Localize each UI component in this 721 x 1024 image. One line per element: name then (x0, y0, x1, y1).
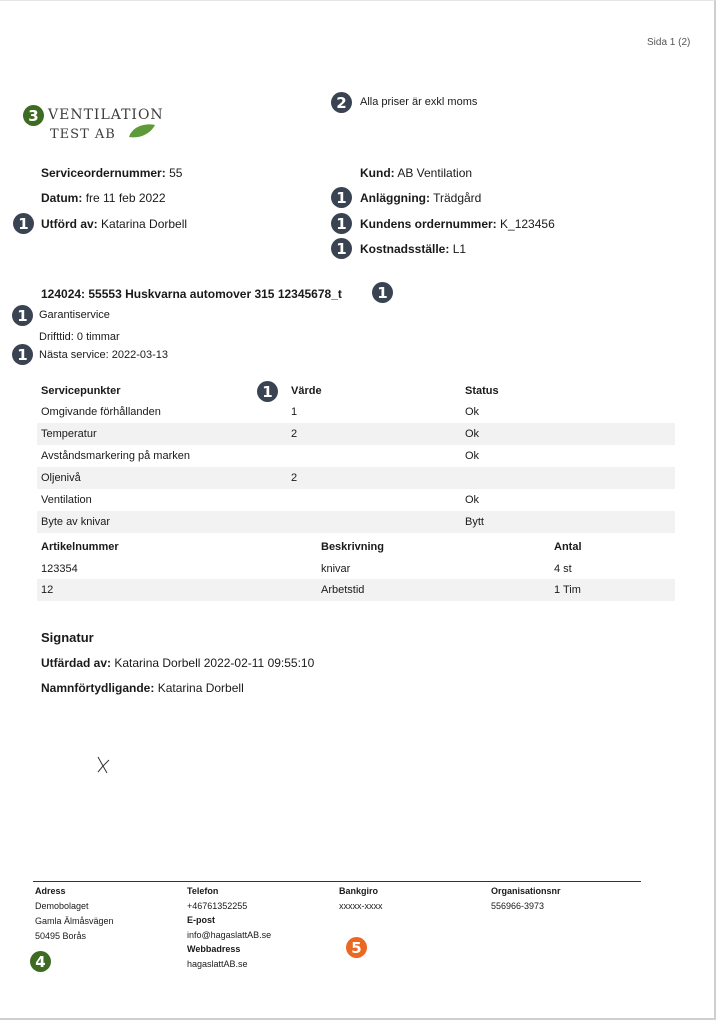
namn-value: Katarina Dorbell (157, 681, 244, 695)
kostnad-label: Kostnadsställe: (360, 242, 450, 256)
datum-row (41, 191, 166, 205)
service-cell-status: Ok (465, 428, 480, 440)
service-cell-punkt: Avståndsmarkering på marken (41, 450, 190, 462)
kund-row (360, 166, 472, 180)
telefon-label: Telefon (187, 886, 219, 896)
marker-3: 3 (23, 105, 44, 126)
article-cell-nummer: 12 (41, 584, 54, 596)
utfardad-row (41, 656, 314, 670)
utford-label: Utförd av: (41, 217, 98, 231)
serviceorder-row (41, 166, 182, 180)
service-header-punkt: Servicepunkter (41, 385, 121, 397)
org-value: 556966-3973 (491, 901, 545, 911)
footer-divider (33, 881, 641, 882)
price-note: Alla priser är exkl moms (360, 96, 478, 108)
namn-row (41, 681, 244, 695)
signature-title: Signatur (41, 630, 94, 645)
utford-value: Katarina Dorbell (101, 217, 188, 231)
epost-label: E-post (187, 915, 215, 925)
marker-2: 2 (331, 92, 352, 113)
anlaggning-label: Anläggning: (360, 191, 430, 205)
adress-line: Demobolaget (35, 901, 89, 911)
marker-1-varde: 1 (257, 381, 278, 402)
marker-5: 5 (346, 937, 367, 958)
row-shade (37, 423, 675, 445)
telefon-value: +46761352255 (187, 901, 248, 911)
serviceorder-value: 55 (169, 166, 183, 180)
webb-label: Webbadress (187, 944, 241, 954)
article-cell-antal: 4 st (554, 563, 572, 575)
marker-1-kostnad: 1 (331, 238, 352, 259)
utfardad-label: Utfärdad av: (41, 656, 112, 670)
service-header-status: Status (465, 385, 499, 397)
logo-line2: TEST AB (50, 127, 116, 142)
datum-value: fre 11 feb 2022 (85, 191, 166, 205)
article-header-beskrivning: Beskrivning (321, 541, 384, 553)
service-cell-punkt: Oljenivå (41, 472, 81, 484)
kundorder-value: K_123456 (500, 217, 555, 231)
marker-1-servicetype: 1 (12, 305, 33, 326)
anlaggning-value: Trädgård (433, 191, 482, 205)
service-cell-status: Ok (465, 494, 480, 506)
anlaggning-row (360, 191, 481, 205)
leaf-icon (127, 123, 157, 139)
utfardad-value: Katarina Dorbell 2022-02-11 09:55:10 (114, 656, 315, 670)
service-cell-status: Ok (465, 406, 480, 418)
service-cell-varde: 1 (291, 406, 298, 418)
signature-scribble (94, 754, 114, 776)
serviceorder-label: Serviceordernummer: (41, 166, 166, 180)
nasta-service: Nästa service: 2022-03-13 (39, 349, 169, 361)
footer-contact (187, 886, 271, 969)
epost-value: info@hagaslattAB.se (187, 930, 272, 940)
article-cell-nummer: 123354 (41, 563, 78, 575)
bankgiro-value: xxxxx-xxxx (339, 901, 383, 911)
article-cell-beskrivning: Arbetstid (321, 584, 365, 596)
service-type: Garantiservice (39, 309, 110, 321)
namn-label: Namnförtydligande: (41, 681, 155, 695)
article-cell-antal: 1 Tim (554, 584, 581, 596)
bankgiro-label: Bankgiro (339, 886, 379, 896)
drifttid: Drifttid: 0 timmar (39, 331, 120, 343)
footer-org (491, 886, 561, 911)
adress-line: 50495 Borås (35, 931, 87, 941)
webb-value: hagaslattAB.se (187, 959, 248, 969)
adress-label: Adress (35, 886, 66, 896)
datum-label: Datum: (41, 191, 83, 205)
service-cell-punkt: Ventilation (41, 494, 92, 506)
service-cell-punkt: Byte av knivar (41, 516, 111, 528)
kund-label: Kund: (360, 166, 395, 180)
service-cell-varde: 2 (291, 428, 298, 440)
article-header-antal: Antal (554, 541, 582, 553)
marker-1-utford: 1 (13, 213, 34, 234)
kundorder-row (360, 217, 555, 231)
row-shade (37, 467, 675, 489)
footer-adress (35, 886, 114, 941)
article-header-nummer: Artikelnummer (41, 541, 119, 553)
service-cell-status: Bytt (465, 516, 484, 528)
service-cell-punkt: Omgivande förhållanden (41, 406, 161, 418)
org-label: Organisationsnr (491, 886, 561, 896)
marker-4: 4 (30, 951, 51, 972)
adress-line: Gamla Älmåsvägen (35, 916, 114, 926)
logo-line1: VENTILATION (48, 107, 164, 123)
marker-1-kundorder: 1 (331, 213, 352, 234)
service-cell-status: Ok (465, 450, 480, 462)
page-number: Sida 1 (2) (647, 37, 691, 48)
kundorder-label: Kundens ordernummer: (360, 217, 497, 231)
marker-1-nasta: 1 (12, 344, 33, 365)
marker-1-anlaggning: 1 (331, 187, 352, 208)
row-shade (37, 511, 675, 533)
kostnad-row (360, 242, 466, 256)
service-header-varde: Värde (291, 385, 322, 397)
service-cell-varde: 2 (291, 472, 298, 484)
footer-bankgiro (339, 886, 383, 911)
article-cell-beskrivning: knivar (321, 563, 351, 575)
service-cell-punkt: Temperatur (41, 428, 97, 440)
marker-1-machine: 1 (372, 282, 393, 303)
utford-row (41, 217, 187, 231)
machine-title: 124024: 55553 Huskvarna automover 315 12345678_t (41, 287, 342, 301)
kund-value: AB Ventilation (397, 166, 473, 180)
kostnad-value: L1 (452, 242, 467, 256)
